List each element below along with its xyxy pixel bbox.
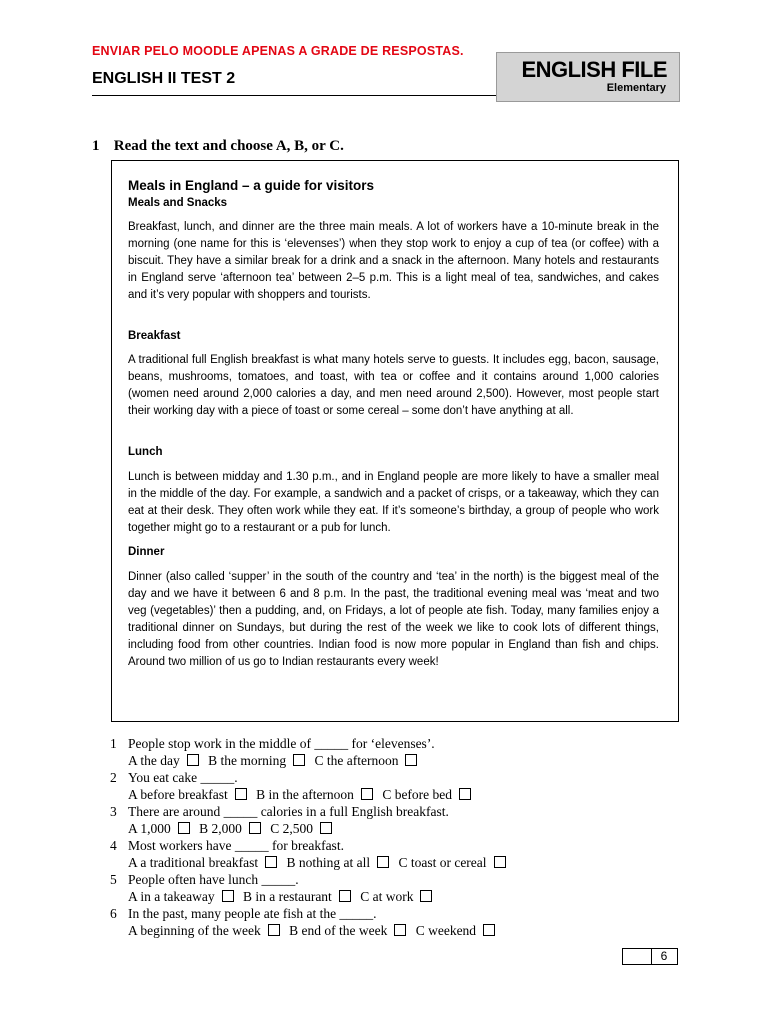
question-text: People stop work in the middle of _____ for ‘elevenses’. [128, 736, 435, 751]
answer-checkbox[interactable] [222, 890, 234, 902]
option-label: A 1,000 [128, 821, 171, 836]
option-label: A in a takeaway [128, 889, 215, 904]
score-total: 6 [660, 949, 668, 963]
option-label: B end of the week [289, 923, 388, 938]
exercise-instruction: Read the text and choose A, B, or C. [113, 138, 344, 154]
question-list [92, 735, 572, 939]
question-number: 5 [110, 872, 117, 887]
answer-checkbox[interactable] [339, 890, 351, 902]
section-heading-dinner: Dinner [128, 546, 165, 558]
section-heading-breakfast: Breakfast [128, 330, 181, 342]
question-number: 4 [110, 838, 117, 853]
option-a [128, 752, 199, 769]
answer-checkbox[interactable] [420, 890, 432, 902]
option-label: C at work [360, 889, 414, 904]
answer-checkbox[interactable] [265, 856, 277, 868]
question-number: 6 [110, 906, 117, 921]
brand-level: Elementary [606, 82, 666, 94]
option-b [289, 922, 406, 939]
option-label: B nothing at all [286, 855, 371, 870]
option-a [128, 820, 190, 837]
answer-checkbox[interactable] [405, 754, 417, 766]
test-title: ENGLISH II TEST 2 [92, 70, 236, 87]
question-text: There are around _____ calories in a full English breakfast. [128, 804, 449, 819]
option-label: A beginning of the week [128, 923, 261, 938]
question-6 [92, 905, 572, 922]
option-c [416, 922, 495, 939]
answer-checkbox[interactable] [377, 856, 389, 868]
reading-text-box [111, 160, 679, 722]
exercise-heading [92, 138, 344, 155]
section-heading-lunch: Lunch [128, 446, 163, 458]
option-c [315, 752, 418, 769]
section-text-breakfast: A traditional full English breakfast is what many hotels serve to guests. It includes egg, bacon, sausage, beans, mushrooms, tomatoes, and toast, with tea or coffee and it contains around 1,000 calories (women need around 2,000 calories a day, and men need around 2,500). However, most people start their working day with a piece of toast or some cereal – some don’t have anything at all. [128, 354, 659, 417]
question-1-options [92, 752, 572, 769]
question-1 [92, 735, 572, 752]
answer-checkbox[interactable] [249, 822, 261, 834]
option-label: C weekend [415, 923, 477, 938]
answer-checkbox[interactable] [187, 754, 199, 766]
question-5 [92, 871, 572, 888]
option-b [208, 752, 305, 769]
option-label: A before breakfast [128, 787, 228, 802]
question-text: Most workers have _____ for breakfast. [128, 838, 344, 853]
option-c [382, 786, 471, 803]
section-text-lunch: Lunch is between midday and 1.30 p.m., and in England people are more likely to have a smaller meal in the middle of the day. For example, a sandwich and a packet of crisps, or a takeaway, which they can eat at their desk. They often work while they eat. If it’s someone’s birthday, a group of people who work together might go to a restaurant or a pub for lunch. [128, 471, 659, 534]
option-label: C before bed [382, 787, 453, 802]
option-a [128, 786, 247, 803]
question-2-options [92, 786, 572, 803]
option-label: A the day [128, 753, 180, 768]
brand-title: ENGLISH FILE [521, 57, 667, 82]
score-input[interactable] [623, 949, 652, 964]
answer-checkbox[interactable] [483, 924, 495, 936]
question-4-options [92, 854, 572, 871]
header-divider [92, 95, 496, 96]
question-3 [92, 803, 572, 820]
answer-checkbox[interactable] [494, 856, 506, 868]
option-label: A a traditional breakfast [128, 855, 259, 870]
question-6-options [92, 922, 572, 939]
option-label: C the afternoon [314, 753, 399, 768]
option-label: B 2,000 [199, 821, 242, 836]
question-text: In the past, many people ate fish at the _____. [128, 906, 377, 921]
option-a [128, 922, 280, 939]
question-text: People often have lunch _____. [128, 872, 299, 887]
option-b [199, 820, 261, 837]
question-number: 3 [110, 804, 117, 819]
answer-checkbox[interactable] [320, 822, 332, 834]
option-a [128, 854, 277, 871]
question-3-options [92, 820, 572, 837]
question-2 [92, 769, 572, 786]
section-text-dinner: Dinner (also called ‘supper’ in the south of the country and ‘tea’ in the north) is the biggest meal of the day and we have it between 6 and 8 p.m. In the past, the traditional evening meal was ‘meat and two veg (vegetables)’ then a pudding, and, on Fridays, a lot of people ate fish. Today, many families enjoy a traditional dinner on Sundays, but during the rest of the week we like to cook lots of different things, including food from other countries. Indian food is now more popular in England than fish and chips. Around two million of us go to Indian restaurants every week! [128, 571, 659, 668]
exercise-number: 1 [92, 138, 100, 154]
answer-checkbox[interactable] [235, 788, 247, 800]
question-text: You eat cake _____. [128, 770, 238, 785]
answer-checkbox[interactable] [459, 788, 471, 800]
option-b [286, 854, 389, 871]
answer-checkbox[interactable] [394, 924, 406, 936]
option-a [128, 888, 234, 905]
option-c [398, 854, 505, 871]
option-label: B the morning [208, 753, 287, 768]
question-5-options [92, 888, 572, 905]
section-text-snacks: Breakfast, lunch, and dinner are the three main meals. A lot of workers have a 10-minute break in the morning (one name for this is ‘elevenses’) when they stop work to enjoy a cup of tea (or coffee) with a biscuit. They have a similar break for a drink and a snack in the afternoon. Many hotels and restaurants in England serve ‘afternoon tea’ between 2–5 p.m. This is a light meal of tea, sandwiches, and cakes and it’s very popular with shoppers and tourists. [128, 221, 659, 301]
answer-checkbox[interactable] [361, 788, 373, 800]
english-file-logo [496, 52, 680, 102]
section-heading-snacks: Meals and Snacks [128, 197, 228, 209]
option-c [270, 820, 332, 837]
article-title: Meals in England – a guide for visitors [128, 178, 375, 193]
score-box [622, 948, 678, 965]
option-label: B in a restaurant [242, 889, 332, 904]
question-number: 1 [110, 736, 117, 751]
answer-checkbox[interactable] [178, 822, 190, 834]
option-label: C 2,500 [270, 821, 314, 836]
option-b [256, 786, 373, 803]
answer-checkbox[interactable] [268, 924, 280, 936]
question-number: 2 [110, 770, 117, 785]
question-4 [92, 837, 572, 854]
option-b [243, 888, 351, 905]
option-label: B in the afternoon [256, 787, 354, 802]
option-label: C toast or cereal [398, 855, 487, 870]
option-c [360, 888, 432, 905]
moodle-notice: ENVIAR PELO MOODLE APENAS A GRADE DE RESPOSTAS. [92, 44, 464, 58]
answer-checkbox[interactable] [293, 754, 305, 766]
